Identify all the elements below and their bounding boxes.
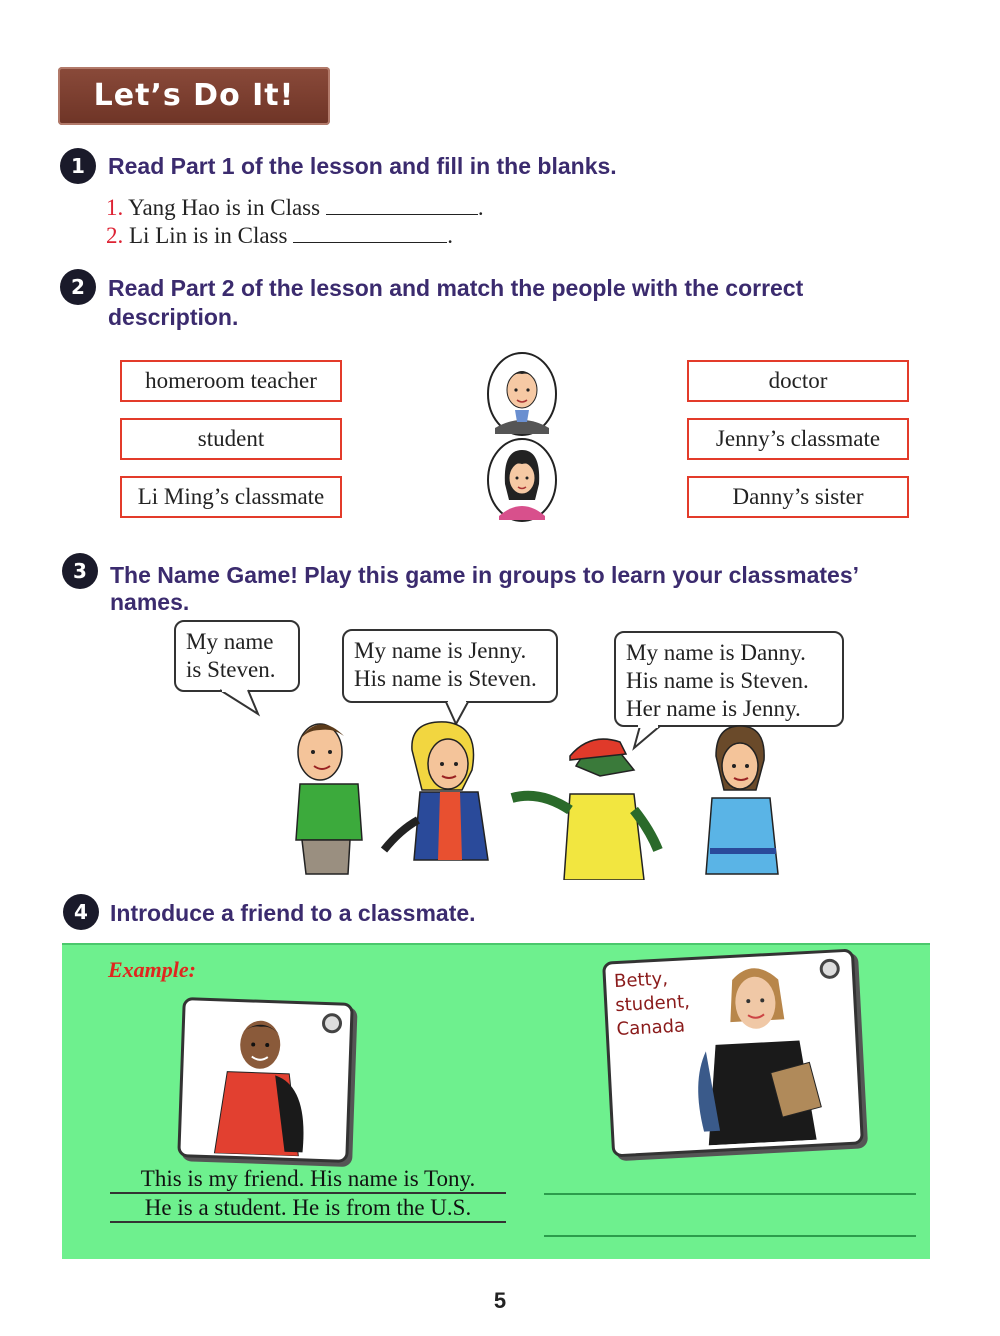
blank-item-text: Li Lin is in Class: [129, 223, 288, 248]
answer-blank-2[interactable]: [293, 224, 447, 243]
section-3-number: 3: [62, 553, 98, 589]
match-box-right-3[interactable]: Danny’s sister: [687, 476, 909, 518]
bubble-line: His name is Steven.: [354, 666, 537, 691]
match-box-left-1[interactable]: homeroom teacher: [120, 360, 342, 402]
blank-item-end: .: [447, 223, 453, 248]
example-sentence-2: He is a student. He is from the U.S.: [110, 1195, 506, 1223]
match-box-left-2[interactable]: student: [120, 418, 342, 460]
section-1-instruction: Read Part 1 of the lesson and fill in the blanks.: [108, 153, 617, 179]
match-box-right-1[interactable]: doctor: [687, 360, 909, 402]
bubble-line: His name is Steven.: [626, 668, 809, 693]
bubble-line: My name is Jenny.: [354, 638, 527, 663]
section-2-instruction-line1: Read Part 2 of the lesson and match the people with the correct: [108, 275, 804, 301]
bubble-line: My name is Danny.: [626, 640, 806, 665]
danny-character-icon: [512, 739, 658, 880]
page-number: 5: [493, 1288, 507, 1313]
boy-portrait-icon: [488, 353, 556, 435]
bubble-line: My name: [186, 629, 274, 654]
name-game-illustration: [150, 680, 850, 880]
example-sentence-1: This is my friend. His name is Tony.: [110, 1166, 506, 1194]
steven-character-icon: [296, 724, 362, 874]
girl-portrait-icon: [488, 439, 556, 521]
section-1-number: 1: [60, 148, 96, 184]
blank-item-text: Yang Hao is in Class: [128, 195, 321, 220]
match-box-right-2[interactable]: Jenny’s classmate: [687, 418, 909, 460]
bubble-line: Her name is Jenny.: [626, 696, 801, 721]
page-title-banner: Let’s Do It!: [58, 67, 330, 125]
blank-item-end: .: [477, 195, 484, 220]
blank-item-index: 1.: [106, 195, 124, 220]
photo-card-tony: [177, 997, 353, 1163]
example-label: Example:: [108, 957, 196, 982]
caption-line: student,: [614, 991, 691, 1017]
portraits-illustration: [485, 350, 561, 524]
classmate-girl-character-icon: [706, 726, 778, 874]
betty-caption: [613, 966, 691, 1042]
girl-photo-icon: [685, 955, 834, 1146]
section-3-instruction-line2: names.: [110, 589, 190, 615]
blank-item-2: [106, 222, 453, 250]
bubble-line: is Steven.: [186, 657, 276, 682]
answer-line-2[interactable]: [544, 1235, 916, 1237]
section-4-instruction: Introduce a friend to a classmate.: [110, 900, 476, 926]
match-box-left-3[interactable]: Li Ming’s classmate: [120, 476, 342, 518]
jenny-character-icon: [384, 722, 488, 860]
blank-item-1: [106, 194, 484, 222]
section-2-instruction-line2: description.: [108, 304, 239, 330]
pin-icon: [322, 1013, 343, 1034]
blank-item-index: 2.: [106, 223, 124, 248]
section-2-number: 2: [60, 269, 96, 305]
section-4-number: 4: [63, 894, 99, 930]
answer-line-1[interactable]: [544, 1193, 916, 1195]
caption-line: Canada: [616, 1015, 686, 1041]
section-3-instruction-line1: The Name Game! Play this game in groups to learn your classmates’: [110, 562, 860, 588]
caption-line: Betty,: [613, 968, 669, 993]
answer-blank-1[interactable]: [326, 196, 478, 215]
photo-card-betty: [602, 949, 864, 1158]
boy-photo-icon: [202, 1009, 317, 1157]
